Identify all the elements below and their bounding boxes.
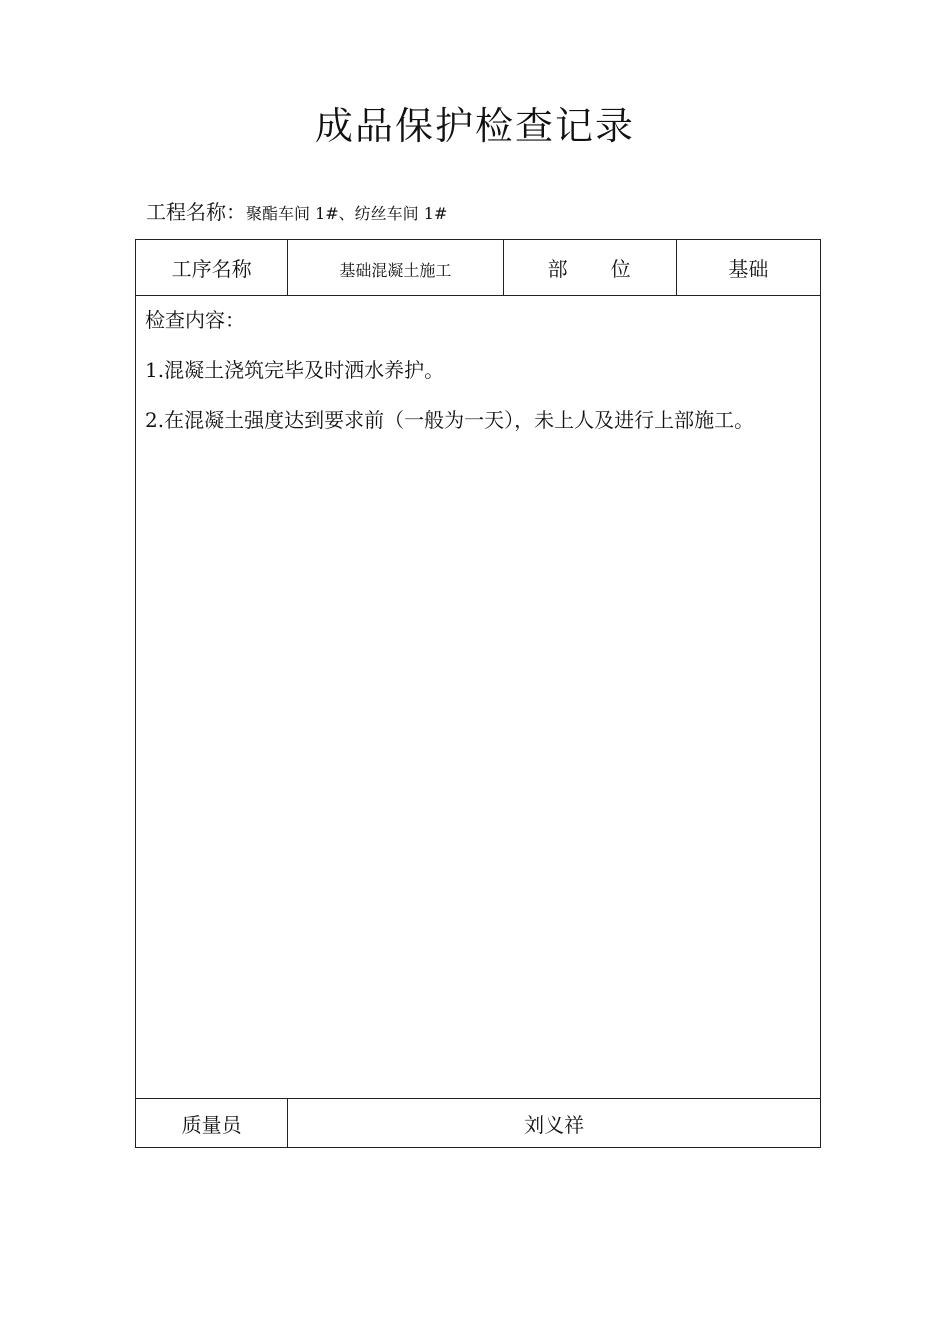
project-name-line (146, 198, 447, 228)
part-value: 基础 (728, 257, 769, 281)
inspector-name: 刘义祥 (524, 1112, 585, 1137)
inspection-content-cell (136, 296, 821, 1099)
content-row (136, 296, 821, 1099)
inspector-value-cell (288, 1099, 821, 1148)
part-value-cell (676, 240, 820, 296)
header-row (136, 240, 821, 296)
inspection-item-2: 2.在混凝土强度达到要求前（一般为一天），未上人及进行上部施工。 (145, 408, 755, 432)
process-name-value-cell (288, 240, 503, 296)
process-name-label: 工序名称 (171, 257, 252, 281)
inspector-label: 质量员 (181, 1112, 242, 1137)
footer-row (136, 1099, 821, 1148)
part-label: 部 位 (547, 257, 632, 281)
project-name-label: 工程名称： (146, 200, 246, 224)
inspection-form-table (135, 239, 821, 1148)
project-name-value: 聚酯车间 1#、纺丝车间 1# (246, 204, 448, 223)
inspection-content-label: 检查内容： (145, 308, 245, 332)
process-name-label-cell (136, 240, 288, 296)
inspector-label-cell (136, 1099, 288, 1148)
process-name-value: 基础混凝土施工 (339, 261, 452, 280)
inspection-item-1: 1.混凝土浇筑完毕及时洒水养护。 (145, 358, 445, 382)
part-label-cell (503, 240, 676, 296)
page-title: 成品保护检查记录 (314, 104, 635, 148)
